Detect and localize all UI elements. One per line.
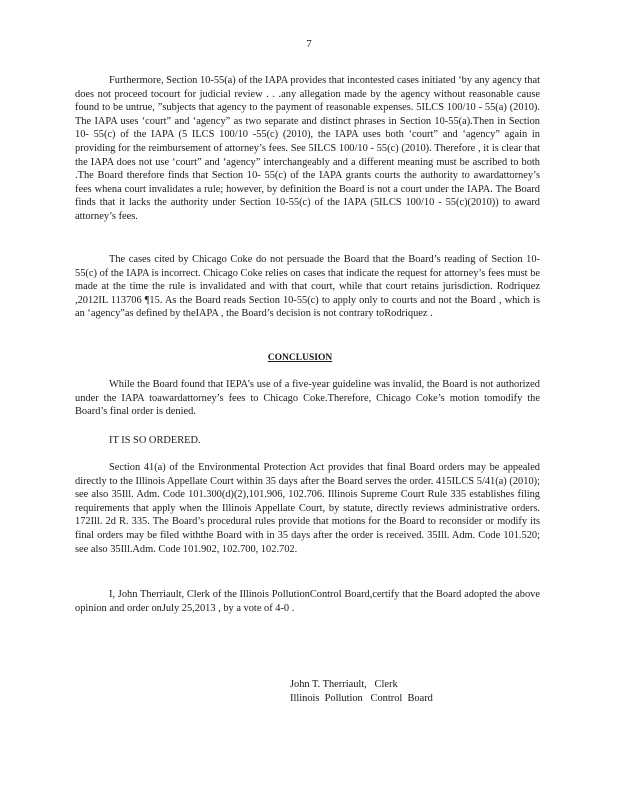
conclusion-heading xyxy=(0,353,618,363)
conclusion-heading-text: CONCLUSION xyxy=(267,353,333,363)
signature-board: Illinois Pollution Control Board xyxy=(290,692,433,704)
paragraph-clerk-certification: I, John Therriault, Clerk of the Illinois PollutionControl Board,certify that the Board adopted the above opinion and order onJuly 25,2013 , by a vote of 4-0 . xyxy=(75,589,540,614)
page-number: 7 xyxy=(306,38,312,50)
paragraph-appeal-rights: Section 41(a) of the Environmental Protection Act provides that final Board orders may be appealed directly to the Illinois Appellate Court within 35 days after the Board serves the order. 415ILCS 5/41(a) (2010); see also 35Ill. Adm. Code 101.300(d)(2),101.906, 102.706. Illinois Supreme Court Rule 335 establishes filing requirements that apply when the Illinois Appellate Court, by statute, directly reviews administrative orders. 172Ill. 2d R. 335. The Board’s procedural rules provide that motions for the Board to reconsider or modify its final orders may be filed withthe Board with in 35 days after the order is received. 35Ill. Adm. Code 101.520; see also 35Ill.Adm. Code 101.902, 102.700, 102.702. xyxy=(75,462,540,555)
paragraph-iapa-section-analysis: Furthermore, Section 10-55(a) of the IAPA provides that incontested cases initiated ‘by any agency that does not proceed tocourt for judicial review . . .any allegation made by the agency without reasonable cause found to be untrue, ”subjects that agency to the payment of reasonable expenses. 5ILCS 100/10 - 55(a) (2010). The IAPA uses ‘court” and ‘agency” as two separate and distinct phrases in Section 10-55(a).Then in Section 10- 55(c) of the IAPA (5 ILCS 100/10 -55(c) (2010), the IAPA uses both ‘court” and ‘agency” again in providing for the reimbursement of attorney’s fees. See 5ILCS 100/10 - 55(c) (2010). Therefore , it is clear that the IAPA does not use ‘court” and ‘agency” interchangeably and a different meaning must be ascribed to both .The Board therefore finds that Section 10- 55(c) of the IAPA grants courts the authority to awardattorney’s fees whena court invalidates a rule; however, by definition the Board is not a court under the IAPA. The Board finds that it lacks the authority under Section 10-55(c) of the IAPA (5ILCS 100/10 - 55(c)(2010)) to award attorney’s fees. xyxy=(75,75,540,222)
signature-name: John T. Therriault, Clerk xyxy=(290,679,398,690)
paragraph-so-ordered: IT IS SO ORDERED. xyxy=(109,435,201,446)
signature-block xyxy=(290,678,433,705)
paragraph-conclusion: While the Board found that IEPA’s use of a five-year guideline was invalid, the Board is not authorized under the IAPA toawardattorney’s fees to Chicago Coke.Therefore, Chicago Coke’s motion tomodify the Board’s final order is denied. xyxy=(75,379,540,418)
paragraph-cases-cited: The cases cited by Chicago Coke do not persuade the Board that the Board’s reading of Section 10-55(c) of the IAPA is incorrect. Chicago Coke relies on cases that indicate the request for attorney’s fees must be made at the time the rule is invalidated and with that court, while that court retains jurisdiction. Rodriquez ,2012IL 113706 ¶15. As the Board reads Section 10-55(c) to apply only to courts and not the Board , which is an ‘agency”as defined by theIAPA , the Board’s decision is not contrary toRodriquez . xyxy=(75,254,540,320)
